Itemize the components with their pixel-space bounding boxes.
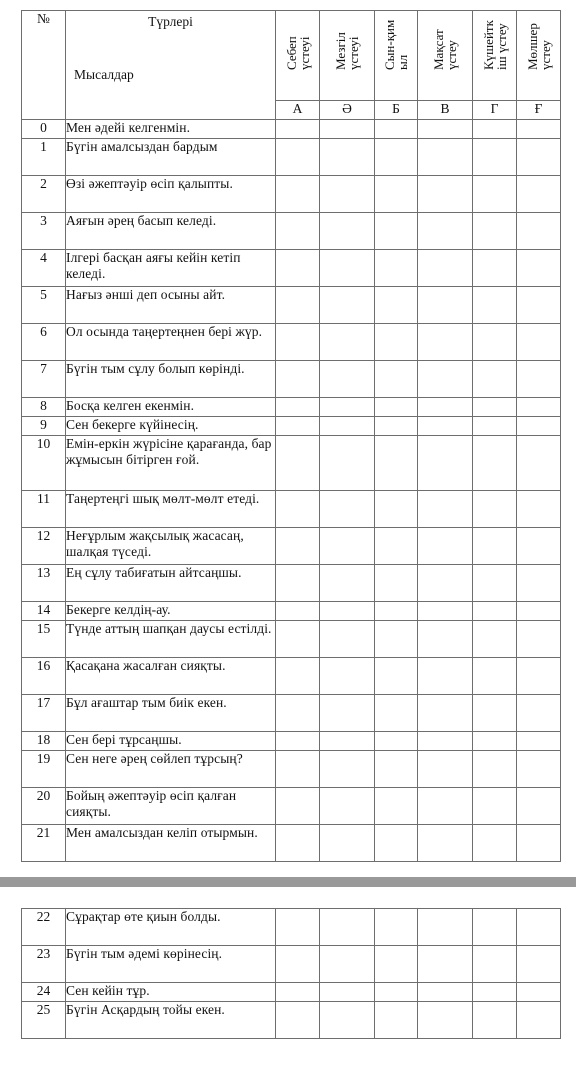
answer-cell[interactable] <box>517 825 561 862</box>
header-letter-b: Б <box>375 101 418 120</box>
table-row <box>22 250 561 287</box>
row-number: 1 <box>22 139 66 176</box>
table-row <box>22 139 561 176</box>
answer-cell[interactable] <box>418 436 473 491</box>
answer-cell[interactable] <box>320 139 375 176</box>
answer-cell[interactable] <box>375 120 418 139</box>
table-row <box>22 120 561 139</box>
row-number: 11 <box>22 491 66 528</box>
example-sentence: Бүгін тым сұлу болып көрінді. <box>66 361 276 398</box>
answer-cell[interactable] <box>320 213 375 250</box>
answer-cell[interactable] <box>517 213 561 250</box>
example-sentence: Мен амалсыздан келіп отырмын. <box>66 825 276 862</box>
answer-cell[interactable] <box>517 658 561 695</box>
example-sentence: Емін-еркін жүрісіне қарағанда, бар жұмысын бітірген ғой. <box>66 436 276 491</box>
answer-cell[interactable] <box>320 361 375 398</box>
answer-cell[interactable] <box>375 909 418 946</box>
answer-cell[interactable] <box>517 176 561 213</box>
table-row <box>22 565 561 602</box>
answer-cell[interactable] <box>276 417 320 436</box>
answer-cell[interactable] <box>375 621 418 658</box>
example-sentence: Бүгін Асқардың тойы екен. <box>66 1002 276 1039</box>
answer-cell[interactable] <box>473 287 517 324</box>
answer-cell[interactable] <box>375 528 418 565</box>
answer-cell[interactable] <box>320 398 375 417</box>
answer-cell[interactable] <box>473 324 517 361</box>
answer-cell[interactable] <box>517 751 561 788</box>
row-number: 20 <box>22 788 66 825</box>
answer-cell[interactable] <box>375 732 418 751</box>
row-number: 10 <box>22 436 66 491</box>
answer-cell[interactable] <box>517 909 561 946</box>
answer-cell[interactable] <box>517 565 561 602</box>
answer-cell[interactable] <box>276 398 320 417</box>
example-sentence: Мен әдейі келгенмін. <box>66 120 276 139</box>
table-row <box>22 946 561 983</box>
answer-cell[interactable] <box>418 825 473 862</box>
answer-cell[interactable] <box>418 139 473 176</box>
answer-cell[interactable] <box>418 658 473 695</box>
header-col-measure: Мөлшер үстеу <box>517 11 561 101</box>
table-row <box>22 751 561 788</box>
example-sentence: Түнде аттың шапқан даусы естілді. <box>66 621 276 658</box>
answer-cell[interactable] <box>320 732 375 751</box>
answer-cell[interactable] <box>473 250 517 287</box>
example-sentence: Сен бекерге күйінесің. <box>66 417 276 436</box>
table-row <box>22 983 561 1002</box>
example-sentence: Ең сұлу табиғатын айтсаңшы. <box>66 565 276 602</box>
answer-cell[interactable] <box>276 120 320 139</box>
answer-cell[interactable] <box>276 250 320 287</box>
example-sentence: Бүгін тым әдемі көрінесің. <box>66 946 276 983</box>
row-number: 3 <box>22 213 66 250</box>
row-number: 14 <box>22 602 66 621</box>
answer-cell[interactable] <box>276 176 320 213</box>
answer-cell[interactable] <box>517 732 561 751</box>
answer-cell[interactable] <box>320 436 375 491</box>
answer-cell[interactable] <box>375 983 418 1002</box>
row-number: 22 <box>22 909 66 946</box>
table-row <box>22 621 561 658</box>
answer-cell[interactable] <box>375 139 418 176</box>
answer-cell[interactable] <box>517 621 561 658</box>
example-sentence: Сен бері тұрсаңшы. <box>66 732 276 751</box>
example-sentence: Нағыз әнші деп осыны айт. <box>66 287 276 324</box>
example-sentence: Сұрақтар өте қиын болды. <box>66 909 276 946</box>
table-row <box>22 417 561 436</box>
answer-cell[interactable] <box>276 528 320 565</box>
header-letter-g: Г <box>473 101 517 120</box>
row-number: 4 <box>22 250 66 287</box>
answer-cell[interactable] <box>517 361 561 398</box>
answer-cell[interactable] <box>375 250 418 287</box>
exercise-table <box>21 10 561 862</box>
answer-cell[interactable] <box>418 361 473 398</box>
answer-cell[interactable] <box>276 732 320 751</box>
answer-cell[interactable] <box>418 250 473 287</box>
row-number: 0 <box>22 120 66 139</box>
answer-cell[interactable] <box>320 287 375 324</box>
answer-cell[interactable] <box>276 1002 320 1039</box>
row-number: 18 <box>22 732 66 751</box>
answer-cell[interactable] <box>375 436 418 491</box>
answer-cell[interactable] <box>375 602 418 621</box>
example-sentence: Сен неге әрең сөйлеп тұрсың? <box>66 751 276 788</box>
answer-cell[interactable] <box>473 491 517 528</box>
answer-cell[interactable] <box>375 1002 418 1039</box>
answer-cell[interactable] <box>517 1002 561 1039</box>
answer-cell[interactable] <box>276 287 320 324</box>
header-examples: Мысалдар <box>74 67 134 82</box>
row-number: 15 <box>22 621 66 658</box>
answer-cell[interactable] <box>375 213 418 250</box>
answer-cell[interactable] <box>517 287 561 324</box>
exercise-table-continued <box>21 908 561 1039</box>
answer-cell[interactable] <box>375 788 418 825</box>
answer-cell[interactable] <box>375 324 418 361</box>
answer-cell[interactable] <box>517 788 561 825</box>
answer-cell[interactable] <box>375 946 418 983</box>
row-number: 17 <box>22 695 66 732</box>
answer-cell[interactable] <box>375 491 418 528</box>
example-sentence: Өзі әжептәуір өсіп қалыпты. <box>66 176 276 213</box>
header-col-time: Мезгіл үстеуі <box>320 11 375 101</box>
example-sentence: Бұл ағаштар тым биік екен. <box>66 695 276 732</box>
example-sentence: Босқа келген екенмін. <box>66 398 276 417</box>
answer-cell[interactable] <box>418 417 473 436</box>
row-number: 5 <box>22 287 66 324</box>
answer-cell[interactable] <box>418 1002 473 1039</box>
answer-cell[interactable] <box>375 417 418 436</box>
answer-cell[interactable] <box>276 695 320 732</box>
table-row <box>22 732 561 751</box>
table-row <box>22 213 561 250</box>
answer-cell[interactable] <box>320 324 375 361</box>
answer-cell[interactable] <box>418 983 473 1002</box>
example-sentence: Аяғын әрең басып келеді. <box>66 213 276 250</box>
answer-cell[interactable] <box>320 621 375 658</box>
example-sentence: Таңертеңгі шық мөлт-мөлт етеді. <box>66 491 276 528</box>
header-letter-ae: Ә <box>320 101 375 120</box>
answer-cell[interactable] <box>276 751 320 788</box>
answer-cell[interactable] <box>375 176 418 213</box>
answer-cell[interactable] <box>418 398 473 417</box>
answer-cell[interactable] <box>517 139 561 176</box>
row-number: 24 <box>22 983 66 1002</box>
answer-cell[interactable] <box>517 250 561 287</box>
table-row <box>22 1002 561 1039</box>
answer-cell[interactable] <box>320 250 375 287</box>
row-number: 16 <box>22 658 66 695</box>
answer-cell[interactable] <box>418 751 473 788</box>
answer-cell[interactable] <box>473 946 517 983</box>
answer-cell[interactable] <box>473 565 517 602</box>
table-row <box>22 491 561 528</box>
answer-cell[interactable] <box>320 491 375 528</box>
row-number: 19 <box>22 751 66 788</box>
row-number: 7 <box>22 361 66 398</box>
answer-cell[interactable] <box>418 621 473 658</box>
table-row <box>22 436 561 491</box>
answer-cell[interactable] <box>473 398 517 417</box>
answer-cell[interactable] <box>320 417 375 436</box>
answer-cell[interactable] <box>320 176 375 213</box>
example-sentence: Сен кейін тұр. <box>66 983 276 1002</box>
answer-cell[interactable] <box>517 528 561 565</box>
answer-cell[interactable] <box>276 658 320 695</box>
answer-cell[interactable] <box>276 324 320 361</box>
answer-cell[interactable] <box>473 176 517 213</box>
answer-cell[interactable] <box>473 732 517 751</box>
table-row <box>22 825 561 862</box>
answer-cell[interactable] <box>320 751 375 788</box>
answer-cell[interactable] <box>473 983 517 1002</box>
answer-cell[interactable] <box>320 565 375 602</box>
answer-cell[interactable] <box>418 695 473 732</box>
answer-cell[interactable] <box>473 751 517 788</box>
row-number: 12 <box>22 528 66 565</box>
answer-cell[interactable] <box>418 213 473 250</box>
answer-cell[interactable] <box>473 213 517 250</box>
example-sentence: Қасақана жасалған сияқты. <box>66 658 276 695</box>
answer-cell[interactable] <box>418 176 473 213</box>
answer-cell[interactable] <box>473 528 517 565</box>
answer-cell[interactable] <box>418 565 473 602</box>
answer-cell[interactable] <box>276 909 320 946</box>
answer-cell[interactable] <box>320 120 375 139</box>
answer-cell[interactable] <box>375 825 418 862</box>
answer-cell[interactable] <box>276 361 320 398</box>
answer-cell[interactable] <box>320 788 375 825</box>
answer-cell[interactable] <box>473 139 517 176</box>
answer-cell[interactable] <box>418 120 473 139</box>
answer-cell[interactable] <box>517 602 561 621</box>
example-sentence: Ол осында таңертеңнен бері жүр. <box>66 324 276 361</box>
answer-cell[interactable] <box>517 695 561 732</box>
table-row <box>22 398 561 417</box>
answer-cell[interactable] <box>418 491 473 528</box>
answer-cell[interactable] <box>276 436 320 491</box>
answer-cell[interactable] <box>473 436 517 491</box>
header-types: Түрлері <box>148 14 193 29</box>
example-sentence: Бүгін амалсыздан бардым <box>66 139 276 176</box>
row-number: 13 <box>22 565 66 602</box>
answer-cell[interactable] <box>473 602 517 621</box>
answer-cell[interactable] <box>473 658 517 695</box>
answer-cell[interactable] <box>375 361 418 398</box>
header-letter-a: А <box>276 101 320 120</box>
table-row <box>22 695 561 732</box>
row-number: 8 <box>22 398 66 417</box>
answer-cell[interactable] <box>276 825 320 862</box>
answer-cell[interactable] <box>276 621 320 658</box>
answer-cell[interactable] <box>473 909 517 946</box>
table-row <box>22 602 561 621</box>
table-row <box>22 788 561 825</box>
answer-cell[interactable] <box>517 120 561 139</box>
answer-cell[interactable] <box>320 695 375 732</box>
answer-cell[interactable] <box>473 417 517 436</box>
header-col-manner: Сын-қим ыл <box>375 11 418 101</box>
table-row <box>22 909 561 946</box>
example-sentence: Неғұрлым жақсылық жасасаң, шалқая түседі. <box>66 528 276 565</box>
answer-cell[interactable] <box>276 983 320 1002</box>
answer-cell[interactable] <box>517 417 561 436</box>
header-letter-gh: Ғ <box>517 101 561 120</box>
answer-cell[interactable] <box>517 436 561 491</box>
answer-cell[interactable] <box>375 751 418 788</box>
answer-cell[interactable] <box>276 946 320 983</box>
header-number: № <box>22 11 66 120</box>
page-break-separator <box>0 877 576 887</box>
example-sentence: Бойың әжептәуір өсіп қалған сияқты. <box>66 788 276 825</box>
answer-cell[interactable] <box>375 287 418 324</box>
answer-cell[interactable] <box>276 213 320 250</box>
answer-cell[interactable] <box>320 983 375 1002</box>
row-number: 25 <box>22 1002 66 1039</box>
row-number: 9 <box>22 417 66 436</box>
answer-cell[interactable] <box>517 398 561 417</box>
answer-cell[interactable] <box>276 788 320 825</box>
answer-cell[interactable] <box>517 491 561 528</box>
row-number: 2 <box>22 176 66 213</box>
table-row <box>22 324 561 361</box>
answer-cell[interactable] <box>276 491 320 528</box>
answer-cell[interactable] <box>320 825 375 862</box>
header-types-examples <box>66 11 276 120</box>
answer-cell[interactable] <box>418 528 473 565</box>
answer-cell[interactable] <box>473 825 517 862</box>
table-row <box>22 361 561 398</box>
answer-cell[interactable] <box>418 287 473 324</box>
answer-cell[interactable] <box>276 602 320 621</box>
answer-cell[interactable] <box>473 1002 517 1039</box>
answer-cell[interactable] <box>320 528 375 565</box>
example-sentence: Ілгері басқан аяғы кейін кетіп келеді. <box>66 250 276 287</box>
example-sentence: Бекерге келдің-ау. <box>66 602 276 621</box>
header-col-purpose: Мақсат үстеу <box>418 11 473 101</box>
answer-cell[interactable] <box>418 788 473 825</box>
answer-cell[interactable] <box>517 983 561 1002</box>
row-number: 23 <box>22 946 66 983</box>
row-number: 21 <box>22 825 66 862</box>
answer-cell[interactable] <box>473 361 517 398</box>
answer-cell[interactable] <box>320 658 375 695</box>
table-row <box>22 528 561 565</box>
table-row <box>22 287 561 324</box>
answer-cell[interactable] <box>320 602 375 621</box>
answer-cell[interactable] <box>517 324 561 361</box>
answer-cell[interactable] <box>418 732 473 751</box>
answer-cell[interactable] <box>473 695 517 732</box>
answer-cell[interactable] <box>473 621 517 658</box>
table-row <box>22 176 561 213</box>
answer-cell[interactable] <box>473 788 517 825</box>
table-row <box>22 658 561 695</box>
answer-cell[interactable] <box>320 909 375 946</box>
header-letter-v: В <box>418 101 473 120</box>
answer-cell[interactable] <box>418 324 473 361</box>
row-number: 6 <box>22 324 66 361</box>
answer-cell[interactable] <box>473 120 517 139</box>
answer-cell[interactable] <box>418 946 473 983</box>
header-col-cause: Себеп үстеуі <box>276 11 320 101</box>
answer-cell[interactable] <box>320 946 375 983</box>
answer-cell[interactable] <box>418 909 473 946</box>
answer-cell[interactable] <box>517 946 561 983</box>
answer-cell[interactable] <box>320 1002 375 1039</box>
answer-cell[interactable] <box>375 695 418 732</box>
answer-cell[interactable] <box>375 398 418 417</box>
answer-cell[interactable] <box>418 602 473 621</box>
answer-cell[interactable] <box>375 658 418 695</box>
header-col-intensifier: Күшейтк іш үстеу <box>473 11 517 101</box>
answer-cell[interactable] <box>375 565 418 602</box>
answer-cell[interactable] <box>276 565 320 602</box>
answer-cell[interactable] <box>276 139 320 176</box>
